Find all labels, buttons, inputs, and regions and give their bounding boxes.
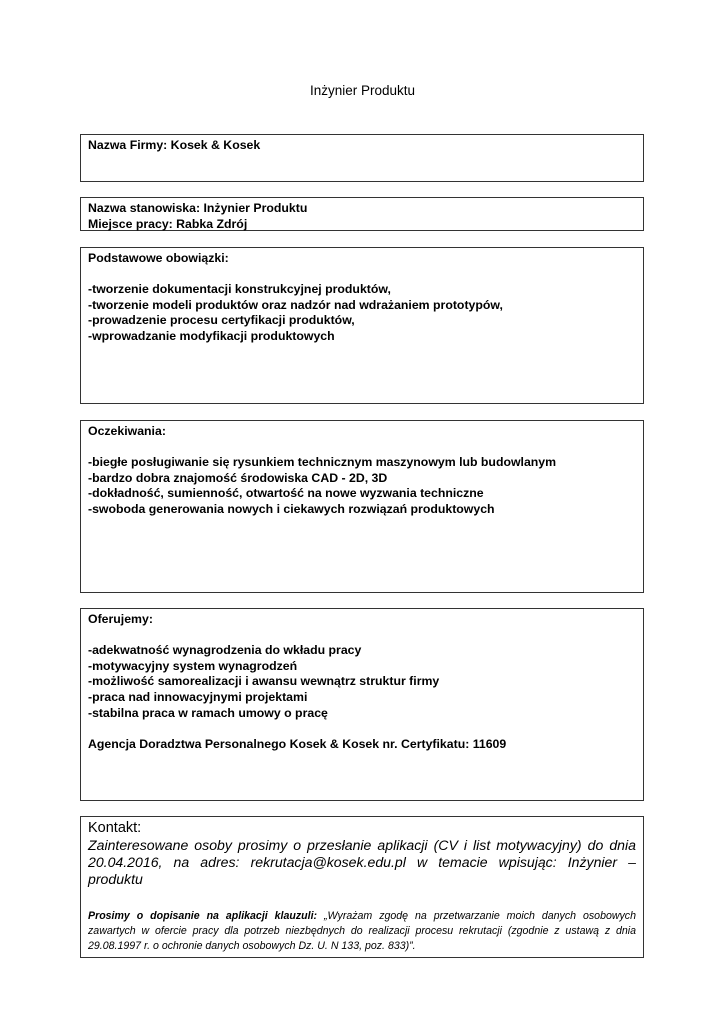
duties-heading: Podstawowe obowiązki: [88, 251, 229, 265]
clause-label: Prosimy o dopisanie na aplikacji klauzuli: [88, 909, 318, 922]
position-section [80, 197, 644, 231]
duty-item: -prowadzenie procesu certyfikacji produktów, [88, 313, 355, 328]
expectation-item: -dokładność, sumienność, otwartość na nowe wyzwania techniczne [88, 486, 484, 501]
offer-item: -adekwatność wynagrodzenia do wkładu pracy [88, 643, 362, 658]
workplace: Miejsce pracy: Rabka Zdrój [88, 216, 248, 231]
expectations-heading: Oczekiwania: [88, 424, 166, 438]
expectation-item: -biegłe posługiwanie się rysunkiem technicznym maszynowym lub budowlanym [88, 455, 557, 470]
duty-item: -tworzenie modeli produktów oraz nadzór nad wdrażaniem prototypów, [88, 297, 503, 312]
contact-instructions: Zainteresowane osoby prosimy o przesłanie aplikacji (CV i list motywacyjny) do dnia 20.04.2016, na adres: rekrutacja@kosek.edu.pl w temacie wpisując: Inżynier – produktu [88, 837, 636, 888]
offer-item: -możliwość samorealizacji i awansu wewnątrz struktur firmy [88, 674, 440, 689]
contact-heading: Kontakt: [88, 820, 142, 836]
company-name: Nazwa Firmy: Kosek & Kosek [88, 138, 261, 152]
offer-item: -praca nad innowacyjnymi projektami [88, 689, 308, 704]
clause-text: „Wyrażam zgodę na przetwarzanie moich danych osobowych zawartych w ofercie pracy dla potrzeb niezbędnych do realizacji procesu rekrutacji (zgodnie z ustawą z dnia 29.08.1997 r. o ochronie danych osobowych Dz. U. N 133, poz. 833)”. [88, 909, 636, 953]
agency-certificate: Agencja Doradztwa Personalnego Kosek & Kosek nr. Certyfikatu: 11609 [88, 736, 507, 751]
expectation-item: -swoboda generowania nowych i ciekawych rozwiązań produktowych [88, 501, 495, 516]
offer-section [80, 608, 644, 801]
contact-section [80, 816, 644, 958]
duty-item: -wprowadzanie modyfikacji produktowych [88, 328, 335, 343]
offer-heading: Oferujemy: [88, 612, 153, 626]
expectation-item: -bardzo dobra znajomość środowiska CAD - 2D, 3D [88, 470, 388, 485]
position-name: Nazwa stanowiska: Inżynier Produktu [88, 201, 308, 215]
company-section [80, 134, 644, 182]
expectations-section [80, 420, 644, 593]
duties-section [80, 247, 644, 404]
offer-item: -motywacyjny system wynagrodzeń [88, 658, 298, 673]
offer-item: -stabilna praca w ramach umowy o pracę [88, 705, 328, 720]
duty-item: -tworzenie dokumentacji konstrukcyjnej produktów, [88, 282, 391, 297]
consent-clause [88, 909, 636, 955]
document-title: Inżynier Produktu [309, 83, 416, 98]
